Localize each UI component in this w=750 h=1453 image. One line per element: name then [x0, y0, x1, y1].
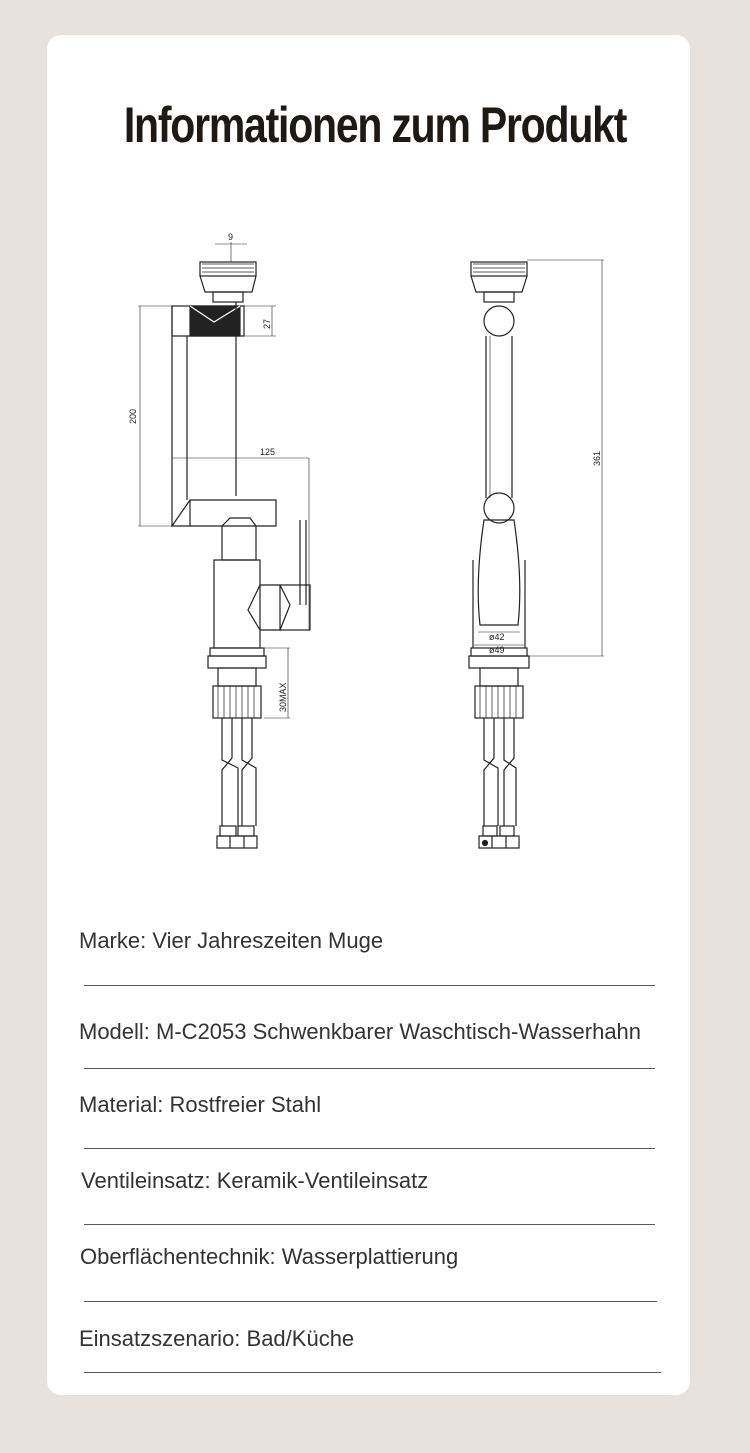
dim-outer-dia-label: ø49: [489, 645, 505, 655]
spec-surface: Oberflächentechnik: Wasserplattierung: [80, 1244, 459, 1269]
front-view-drawing: [138, 242, 310, 848]
divider: [84, 1372, 661, 1373]
spec-brand: Marke: Vier Jahreszeiten Muge: [79, 928, 384, 953]
divider: [84, 1148, 655, 1149]
dim-total-label: 361: [592, 450, 602, 466]
dim-handle-label: 27: [262, 318, 272, 329]
spec-model: Modell: M-C2053 Schwenkbarer Waschtisch-Wasserhahn: [79, 1019, 642, 1044]
divider: [84, 1301, 657, 1302]
page-title: Informationen zum Produkt: [123, 97, 627, 153]
divider: [84, 985, 655, 986]
dim-top-label: 9: [228, 232, 234, 242]
dim-inner-dia-label: ø42: [489, 632, 505, 642]
divider: [84, 1068, 655, 1069]
spec-valve: Ventileinsatz: Keramik-Ventileinsatz: [81, 1168, 429, 1193]
divider: [84, 1224, 655, 1225]
spec-scenario: Einsatzszenario: Bad/Küche: [79, 1326, 355, 1351]
spec-material: Material: Rostfreier Stahl: [79, 1092, 322, 1117]
dim-reach-label: 125: [260, 447, 276, 457]
dim-thread-label: 30MAX: [278, 682, 288, 712]
dim-height-label: 200: [128, 408, 138, 424]
side-view-drawing: [469, 260, 604, 848]
